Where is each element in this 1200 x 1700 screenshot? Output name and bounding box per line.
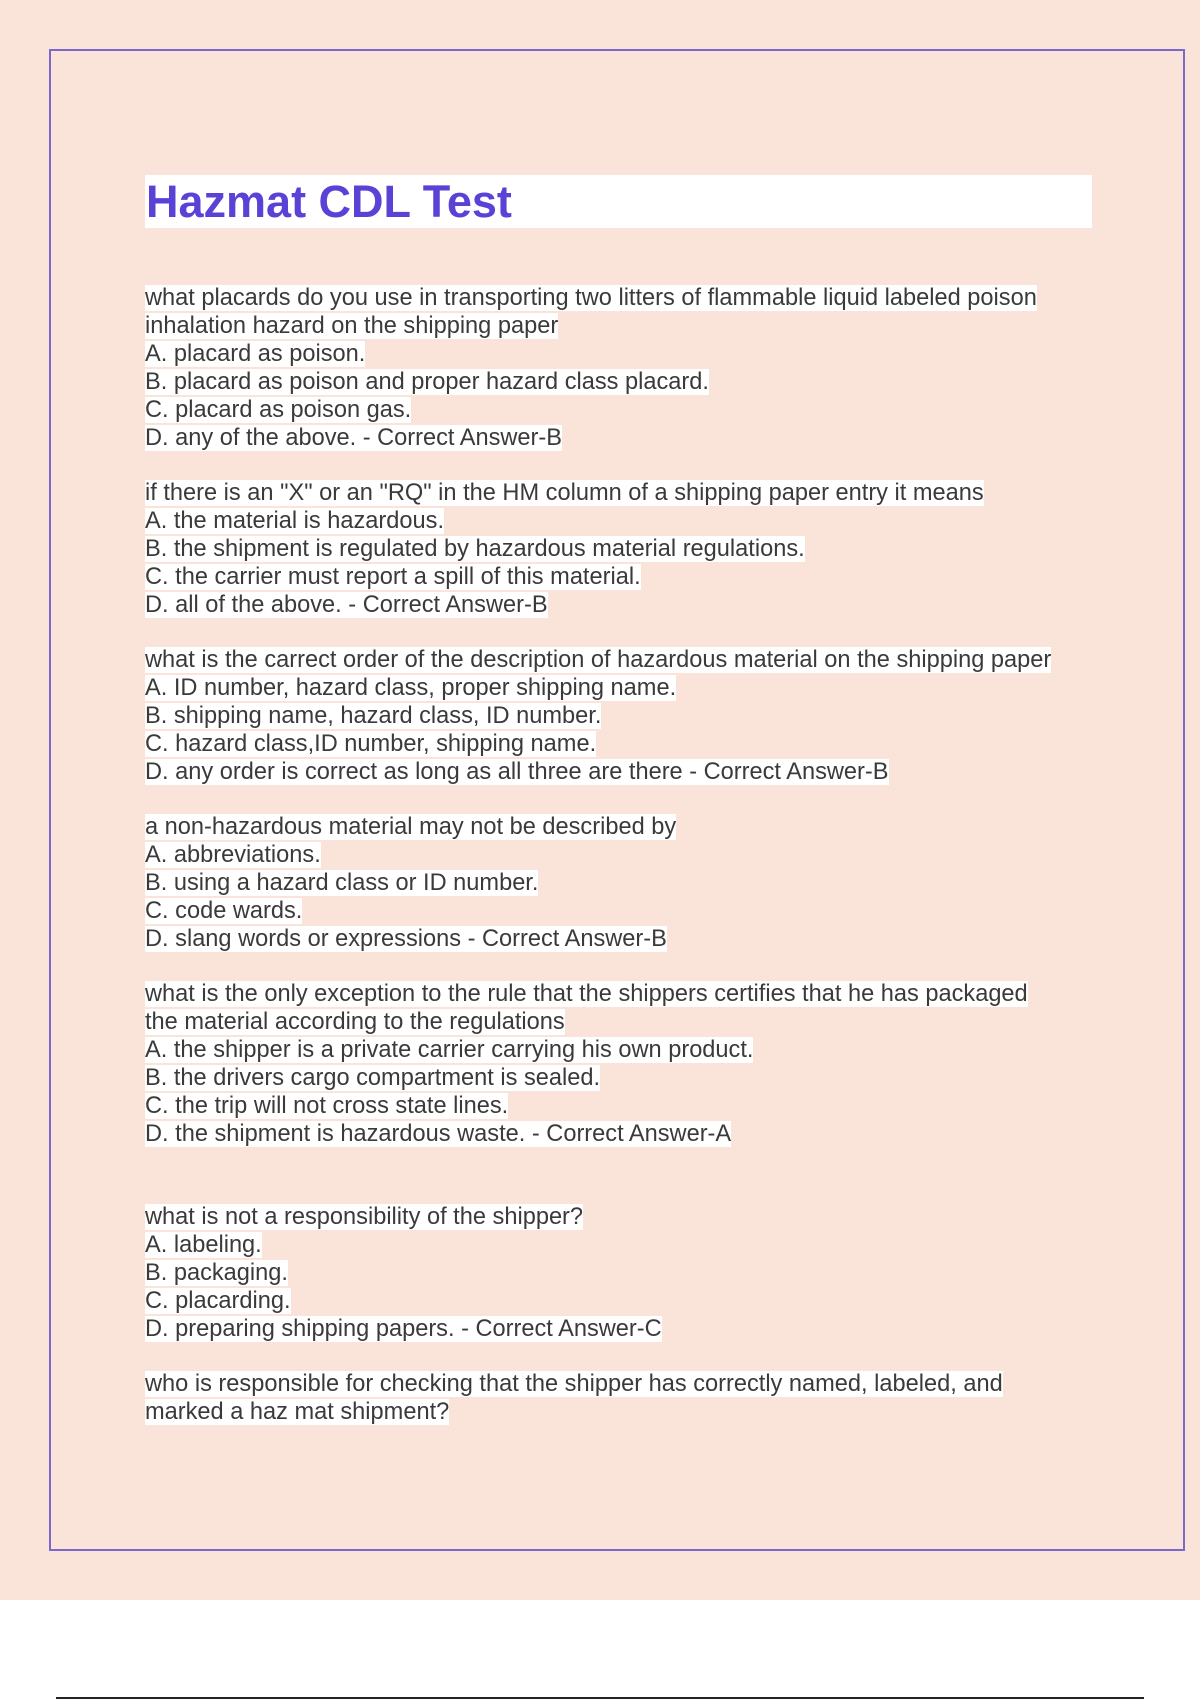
answer-option: A. placard as poison. [145,341,366,367]
bottom-divider [56,1697,1144,1699]
question-line: inhalation hazard on the shipping paper [145,313,559,339]
answer-option: A. abbreviations. [145,842,321,868]
answer-option: C. the trip will not cross state lines. [145,1093,509,1119]
answer-option: C. hazard class,ID number, shipping name. [145,731,597,757]
answer-option: A. the shipper is a private carrier carrying his own product. [145,1037,754,1063]
question-block [145,980,1095,1148]
answer-option: B. the shipment is regulated by hazardous material regulations. [145,536,805,562]
document-body [145,284,1095,1453]
question-block [145,813,1095,953]
question-line: the material according to the regulations [145,1009,565,1035]
question-block [145,1370,1095,1426]
answer-option: C. code wards. [145,898,303,924]
question-line: if there is an "X" or an "RQ" in the HM column of a shipping paper entry it means [145,480,984,506]
answer-option: B. placard as poison and proper hazard class placard. [145,369,709,395]
answer-option: B. packaging. [145,1260,288,1286]
question-block [145,479,1095,619]
question-line: marked a haz mat shipment? [145,1399,450,1425]
answer-option: D. preparing shipping papers. - Correct Answer-C [145,1316,662,1342]
question-line: what is the carrect order of the description of hazardous material on the shipping paper [145,647,1052,673]
answer-option: C. placard as poison gas. [145,397,412,423]
question-block [145,284,1095,452]
answer-option: C. placarding. [145,1288,291,1314]
question-line: who is responsible for checking that the shipper has correctly named, labeled, and [145,1371,1003,1397]
answer-option: B. the drivers cargo compartment is sealed. [145,1065,601,1091]
question-line: what is the only exception to the rule that the shippers certifies that he has packaged [145,981,1028,1007]
answer-option: B. shipping name, hazard class, ID number. [145,703,602,729]
answer-option: D. any order is correct as long as all three are there - Correct Answer-B [145,759,889,785]
answer-option: D. slang words or expressions - Correct Answer-B [145,926,667,952]
question-block [145,646,1095,786]
answer-option: D. all of the above. - Correct Answer-B [145,592,548,618]
answer-option: B. using a hazard class or ID number. [145,870,539,896]
answer-option: D. the shipment is hazardous waste. - Correct Answer-A [145,1121,732,1147]
document-title: Hazmat CDL Test [146,176,512,227]
question-line: what is not a responsibility of the shipper? [145,1204,584,1230]
answer-option: D. any of the above. - Correct Answer-B [145,425,563,451]
answer-option: A. labeling. [145,1232,262,1258]
answer-option: A. the material is hazardous. [145,508,445,534]
question-block [145,1203,1095,1343]
answer-option: A. ID number, hazard class, proper shipping name. [145,675,677,701]
question-line: what placards do you use in transporting two litters of flammable liquid labeled poison [145,285,1037,311]
question-line: a non-hazardous material may not be described by [145,814,677,840]
answer-option: C. the carrier must report a spill of this material. [145,564,641,590]
